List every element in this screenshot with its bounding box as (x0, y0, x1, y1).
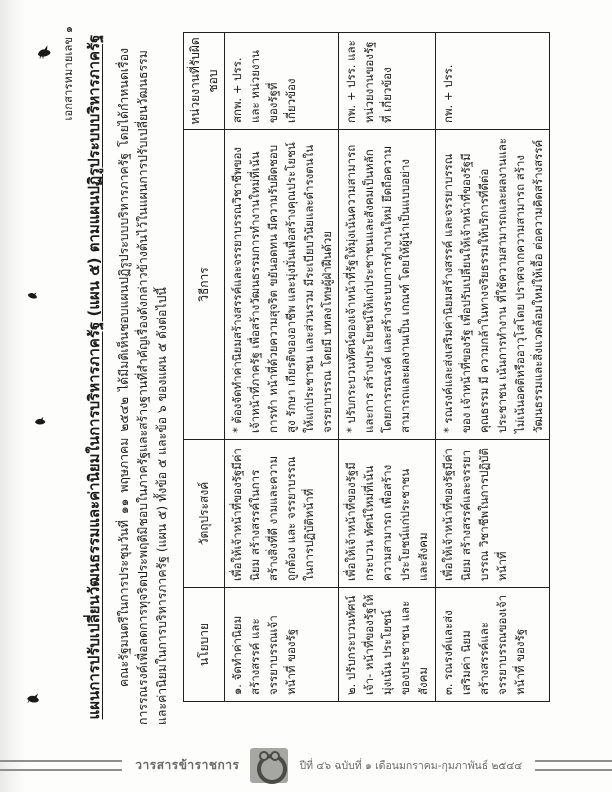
objective-cell: เพื่อให้เจ้าหน้าที่ของรัฐมีค่านิยม สร้างสรรค์และจรรยาบรรณ วิชาชีพในการปฏิบัติหน้าที่ (436, 440, 550, 588)
intro-paragraph: คณะรัฐมนตรีในการประชุมวันที่ ๑๑ พฤษภาคม ๒๕๔๒ ได้มีมติเห็นชอบแผนปฏิรูประบบบริหารภาครัฐ โดยได้กำหนดเรื่องการรณรงค์เพื่อลดการทุจริตประพฤติมิชอบในภาครัฐและสร้างฐานที่สำคัญเรื่องดังกล่าวข้างต้นไว้ในแผนการปรับเปลี่ยนวัฒนธรรมและค่านิยมในการบริหารภาครัฐ (แผน ๕) ทั้งข้อ ๕ และข้อ ๖ ของแผน ๕ ดังต่อไปนี้ (117, 48, 169, 725)
rotated-document-area (55, 12, 565, 742)
policy-cell: ๑. จัดทำค่านิยมสร้างสรรค์ และจรรยาบรรณเจ้าหน้าที่ ของรัฐ (225, 588, 339, 702)
journal-issue: ปีที่ ๔๖ ฉบับที่ ๑ เดือนมกราคม-กุมภาพันธ์ ๒๕๔๔ (299, 759, 523, 772)
table-row (436, 33, 550, 702)
document-number-label: เอกสารหมายเลข ๑ (62, 26, 75, 121)
column-header-objective: วัตถุประสงค์ (184, 440, 225, 588)
column-header-method: วิธีการ (184, 130, 225, 440)
journal-logo-icon (250, 748, 288, 783)
landscape-sheet (55, 12, 565, 742)
footer-rule-right (535, 760, 612, 771)
table-header-row (184, 33, 225, 702)
method-cell: * ต้องจัดทำค่านิยมสร้างสรรค์และจรรยาบรรณวิชาชีพของ เจ้าหน้าที่ภาครัฐ เพื่อสร้างวัฒนธรรมการทำงานใหม่ที่เน้นการทำ หน้าที่ด้วยความสุจริต ขยันอดทน มีความรับผิดชอบสูง รักษา เกียรติของอาชีพ และมุ่งมั่นเพื่อสร้างคุณประโยชน์ให้แก่ประชาชน และส่วนรวม มีระเบียบวินัยและดำรงตนในจรรยาบรรณ โดยมี บทลงโทษผู้ฝ่าฝืนด้วย (225, 130, 339, 440)
page-title: แผนการปรับเปลี่ยนวัฒนธรรมและค่านิยมในการบริหารภาครัฐ (แผน ๕) ตามแผนปฏิรูประบบบริหารภาครัฐ (85, 34, 103, 720)
journal-name: วารสารข้าราชการ (135, 757, 240, 772)
table-row (225, 33, 339, 702)
method-cell: * รณรงค์และส่งเสริมค่านิยมสร้างสรรค์ และจรรยาบรรณของ เจ้าหน้าที่ของรัฐ เพื่อปรับเปลี่ยนให้เจ้าหน้าที่ของรัฐมีคุณธรรม มี ความกล้าในทางจริยธรรมให้บริการที่ดีต่อประชาชน เน้นการทำงาน ที่ใช้ความสามารถและผลงานและไม่เน้นอคติหรืออาวุโสโดย ปราศจากความสามารถ สร้างวัฒนธรรมและสิ่งแวดล้อมใหม่ให้เอื้อ ต่อความคิดสร้างสรรค์ (436, 130, 550, 440)
plan-table (183, 32, 550, 702)
table-row (339, 33, 436, 702)
agency-cell: กพ. + ปรร. (436, 33, 550, 130)
bird-icon (25, 689, 43, 705)
column-header-policy: นโยบาย (184, 588, 225, 702)
policy-cell: ๒. ปรับกระบวนทัศน์เจ้า- หน้าที่ของรัฐให้มุ่งเน้น ประโยชน์ของประชาชน และสังคม (339, 588, 436, 702)
agency-cell: สกพ. + ปรร. และ หน่วยงานของรัฐที่ เกี่ยวข้อง (225, 33, 339, 130)
bird-icon (33, 411, 49, 425)
objective-cell: เพื่อให้เจ้าหน้าที่ของรัฐมีค่านิยม สร้างสรรค์ในการสร้างสิ่งที่ดี งามและความถูกต้อง และ จรรยาบรรณในการปฏิบัติหน้าที่ (225, 440, 339, 588)
journal-footer (0, 744, 612, 786)
footer-rule-left (0, 760, 122, 771)
agency-cell: กพ. + ปรร. และ หน่วยงานของรัฐที่ เกี่ยวข้อง (339, 33, 436, 130)
method-cell: * ปรับกระบวนทัศน์ของเจ้าหน้าที่รัฐให้มุ่งเน้นความสามารถและการ สร้างประโยชน์ให้แก่ประชาชนและสังคมเป็นหลัก โดยการรณรงค์ และสร้างระบบการทำงานใหม่ ยึดถือความสามารถและผลงานเป็น เกณฑ์ โดยให้ผู้นำเป็นแบบอย่าง (339, 130, 436, 440)
bird-icon (26, 284, 42, 299)
bird-icon (35, 42, 55, 60)
column-header-agency: หน่วยงานที่รับผิดชอบ (184, 33, 225, 130)
policy-cell: ๓. รณรงค์และส่งเสริมค่า นิยม สร้างสรรค์และ จรรยาบรรณของเจ้าหน้าที่ ของรัฐ (436, 588, 550, 702)
objective-cell: เพื่อให้เจ้าหน้าที่ของรัฐมีกระบวน ทัศน์ใหม่ที่เน้นความสามารถ เพื่อสร้างประโยชน์แก่ประชาชน และสังคม (339, 440, 436, 588)
